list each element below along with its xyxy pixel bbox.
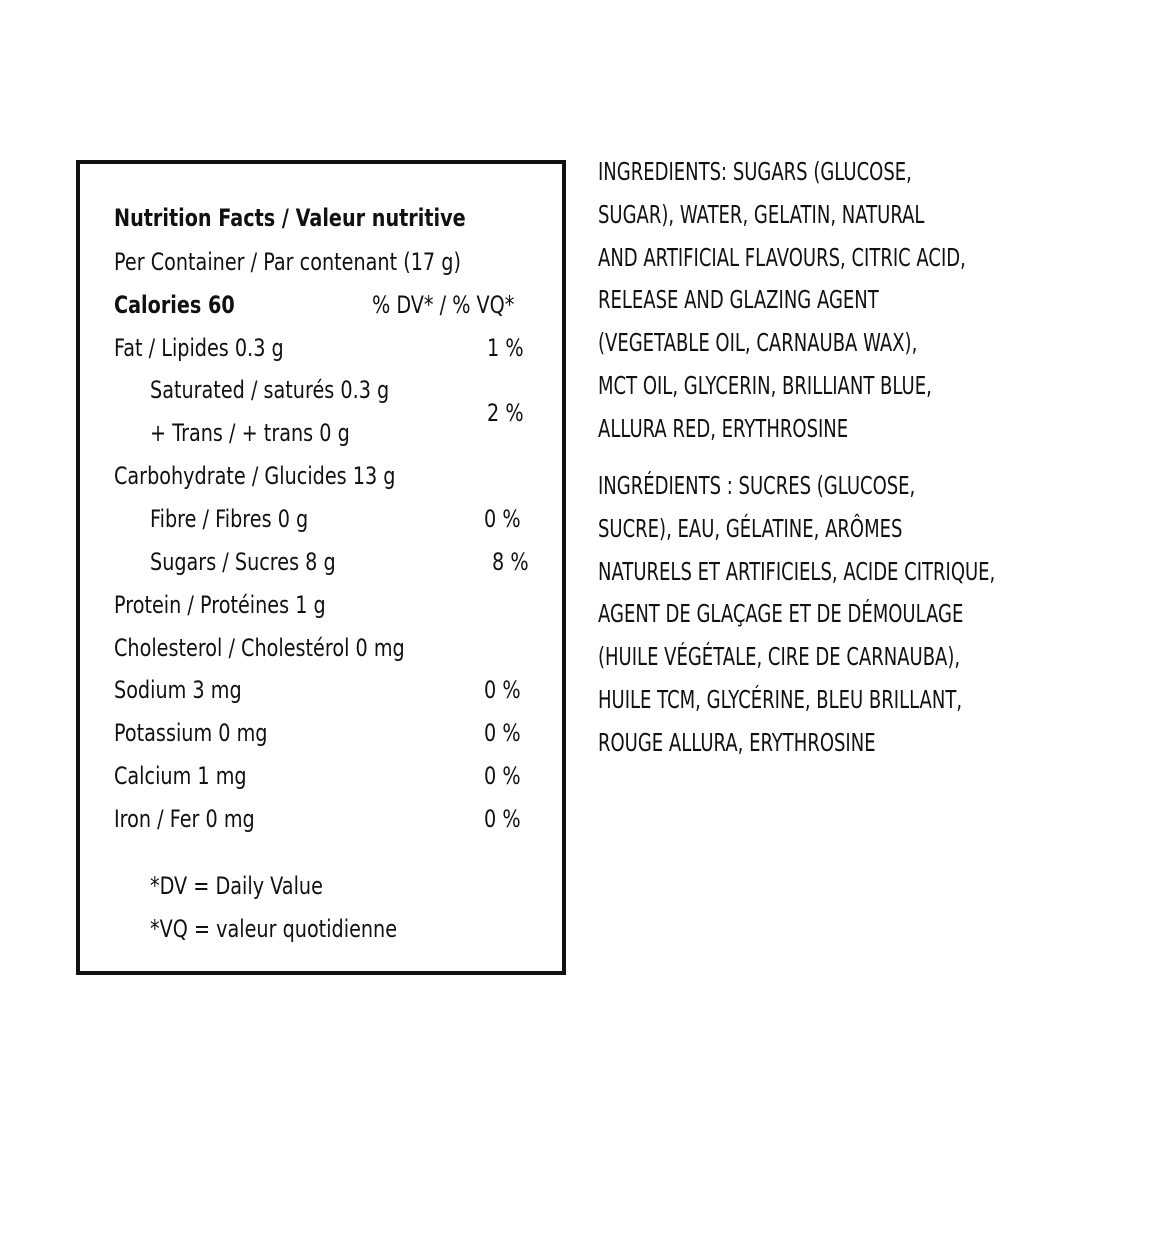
- nutrient-row-label: Iron / Fer 0 mg: [114, 805, 255, 833]
- ingredients-en-line: RELEASE AND GLAZING AGENT: [598, 285, 879, 314]
- ingredients-fr-line: INGRÉDIENTS : SUCRES (GLUCOSE,: [598, 471, 916, 500]
- footnote-vq: *VQ = valeur quotidienne: [150, 915, 398, 943]
- nutrient-row-label: Sugars / Sucres 8 g: [150, 548, 336, 576]
- ingredients-fr-line: HUILE TCM, GLYCÉRINE, BLEU BRILLANT,: [598, 685, 963, 714]
- nutrient-row-label: Fat / Lipides 0.3 g: [114, 334, 284, 362]
- nutrient-row-label: + Trans / + trans 0 g: [150, 419, 350, 447]
- dv-header: % DV* / % VQ*: [372, 291, 515, 319]
- nutrient-row-label: Protein / Protéines 1 g: [114, 591, 326, 619]
- ingredients-en-line: INGREDIENTS: SUGARS (GLUCOSE,: [598, 157, 912, 186]
- ingredients-fr-line: ROUGE ALLURA, ERYTHROSINE: [598, 728, 876, 757]
- ingredients-en-line: ALLURA RED, ERYTHROSINE: [598, 414, 849, 443]
- nutrient-row-pct: 8 %: [492, 548, 529, 576]
- footnote-dv: *DV = Daily Value: [150, 872, 323, 900]
- ingredients-en-line: (VEGETABLE OIL, CARNAUBA WAX),: [598, 328, 918, 357]
- ingredients-fr-line: AGENT DE GLAÇAGE ET DE DÉMOULAGE: [598, 599, 964, 628]
- ingredients-en-line: MCT OIL, GLYCERIN, BRILLIANT BLUE,: [598, 371, 932, 400]
- nutrient-row-label: Sodium 3 mg: [114, 676, 242, 704]
- nutrient-row-label: Potassium 0 mg: [114, 719, 268, 747]
- ingredients-en-line: AND ARTIFICIAL FLAVOURS, CITRIC ACID,: [598, 243, 966, 272]
- nutrient-row-pct: 0 %: [484, 719, 521, 747]
- ingredients-fr-line: (HUILE VÉGÉTALE, CIRE DE CARNAUBA),: [598, 642, 961, 671]
- nutrient-row-label: Calcium 1 mg: [114, 762, 247, 790]
- nutrient-row-pct: 0 %: [484, 805, 521, 833]
- serving-size: Per Container / Par contenant (17 g): [114, 248, 461, 276]
- nutrition-title: Nutrition Facts / Valeur nutritive: [114, 204, 466, 232]
- nutrient-row-label: Cholesterol / Cholestérol 0 mg: [114, 634, 405, 662]
- ingredients-fr-line: SUCRE), EAU, GÉLATINE, ARÔMES: [598, 514, 903, 543]
- nutrient-row-pct: 0 %: [484, 762, 521, 790]
- calories-label: Calories 60: [114, 291, 235, 319]
- nutrient-row-pct: 0 %: [484, 676, 521, 704]
- ingredients-fr-line: NATURELS ET ARTIFICIELS, ACIDE CITRIQUE,: [598, 557, 996, 586]
- ingredients-en-line: SUGAR), WATER, GELATIN, NATURAL: [598, 200, 925, 229]
- nutrient-row-pct: 0 %: [484, 505, 521, 533]
- nutrient-row-label: Saturated / saturés 0.3 g: [150, 376, 390, 404]
- nutrient-row-label: Carbohydrate / Glucides 13 g: [114, 462, 396, 490]
- nutrient-row-label: Fibre / Fibres 0 g: [150, 505, 309, 533]
- nutrient-row-pct: 1 %: [487, 334, 524, 362]
- nutrient-row-pct: 2 %: [487, 399, 524, 427]
